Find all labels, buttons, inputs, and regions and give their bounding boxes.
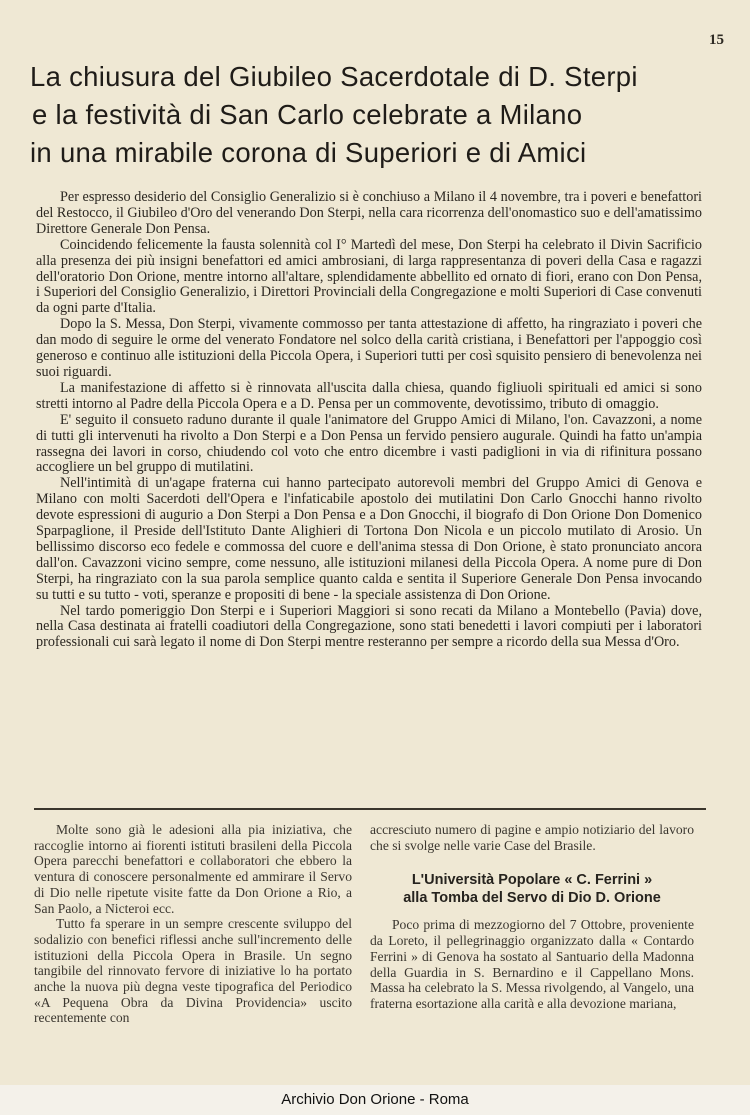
- article-body: [36, 190, 702, 651]
- column-paragraph: Molte sono già le adesioni alla pia iniziativa, che raccoglie intorno ai fiorenti istituti brasileni della Piccola Opera parecchi benefattori e collaboratori che ebbero la ventura di conoscere personalmente ed ammirare il Servo di Dio nelle ripetute visite fatte da Don Orione a Rio, a San Paolo, a Nicteroi ecc.: [34, 822, 352, 916]
- body-paragraph: Per espresso desiderio del Consiglio Generalizio si è conchiuso a Milano il 4 novembre, tra i poveri e benefattori del Restocco, il Giubileo d'Oro del venerando Don Sterpi, nella cara ricorrenza dell'onomastico suo e dell'amatissimo Direttore Generale Don Pensa.: [36, 189, 703, 237]
- article-title: [30, 58, 706, 172]
- title-line: e la festività di San Carlo celebrate a Milano: [32, 99, 583, 130]
- title-line: La chiusura del Giubileo Sacerdotale di D. Sterpi: [30, 61, 638, 92]
- page-number: 15: [709, 32, 724, 48]
- archive-footer: Archivio Don Orione - Roma: [0, 1085, 750, 1115]
- body-paragraph: Nell'intimità di un'agape fraterna cui hanno partecipato autorevoli membri del Gruppo Amici di Genova e Milano con molti Sacerdoti dell'Opera e l'infaticabile apostolo dei mutilatini Don Carlo Gnocchi hanno rivolto devote espressioni di augurio a Don Sterpi a Don Pensa e a Don Gnocchi, il biografo di Don Orione Don Domenico Sparpaglione, il Preside dell'Istituto Dante Alighieri di Tortona Don Nicola e un piccolo mutilato di Arosio. Un bellissimo discorso eco fedele e commossa del cuore e dell'anima stessa di Don Orione, è stato pronunciato ancora dall'on. Cavazzoni vicino sempre, come nessuno, alle istituzioni milanesi della Piccola Opera. A nome pure di Don Sterpi, ha ringraziato con la sua parola semplice quanto calda e sentita il Superiore Generale Don Pensa invocando su tutti e su tutto - voti, speranze e propositi di bene - la speciale assistenza di Don Orione.: [36, 475, 702, 603]
- body-paragraph: E' seguito il consueto raduno durante il quale l'animatore del Gruppo Amici di Milano, l'on. Cavazzoni, a nome di tutti gli intervenuti ha rivolto a Don Sterpi e a Don Pensa un fervido pensiero augurale. Quindi ha fatto un'ampia rassegna dei lavori in corso, chiudendo col voto che entro dicembre i vasti padiglioni in via di rifinitura possano accogliere un bel gruppo di mutilatini.: [36, 411, 702, 476]
- heading-line: alla Tomba del Servo di Dio D. Orione: [403, 890, 661, 907]
- section-heading: [370, 871, 694, 907]
- body-paragraph: Dopo la S. Messa, Don Sterpi, vivamente commosso per tanta attestazione di affetto, ha ringraziato i poveri che dan modo di seguire le orme del venerato Fondatore nel solco della carità cristiana, i Benefattori per l'appoggio così generoso e continuo alle istituzioni della Piccola Opera, i Superiori tutti per così squisito pensiero di benevolenza nei suoi riguardi.: [36, 316, 702, 380]
- right-column: [370, 822, 694, 1012]
- left-column: [34, 822, 352, 1026]
- section-divider: [34, 808, 706, 810]
- title-line: in una mirabile corona di Superiori e di Amici: [30, 137, 587, 168]
- body-paragraph: Coincidendo felicemente la fausta solennità col I° Martedì del mese, Don Sterpi ha celebrato il Divin Sacrificio alla presenza dei più insigni benefattori ed amici ambrosiani, di larga rappresentanza di poveri della Casa e ragazzi dell'oratorio Don Orione, mentre intorno all'altare, splendidamente abbellito ed ornato di fiori, erano con Don Pensa, i Superiori del Consiglio Generalizio, i Direttori Provinciali della Congregazione e molti Superiori di Case convenuti da ogni parte d'Italia.: [36, 236, 702, 317]
- body-paragraph: Nel tardo pomeriggio Don Sterpi e i Superiori Maggiori si sono recati da Milano a Montebello (Pavia) dove, nella Casa destinata ai fratelli coadiutori della Congregazione, sono stati benedetti i lavori compiuti per i laboratori professionali cui sarà legato il nome di Don Sterpi mentre resteranno per sempre a ricordo della sua Messa d'Oro.: [36, 602, 702, 651]
- column-paragraph: Tutto fa sperare in un sempre crescente sviluppo del sodalizio con benefici riflessi anche sull'incremento delle istituzioni della Piccola Opera in Brasile. Un segno tangibile del rinnovato fervore di iniziative lo ha portato anche la nuova più degna veste tipografica del Periodico «A Pequena Obra da Divina Providencia» uscito recentemente con: [34, 916, 352, 1026]
- heading-line: L'Università Popolare « C. Ferrini »: [411, 872, 653, 889]
- column-paragraph: Poco prima di mezzogiorno del 7 Ottobre, proveniente da Loreto, il pellegrinaggio organizzato dalla « Contardo Ferrini » di Genova ha sostato al Santuario della Madonna della Guardia in S. Bernardino e il Cappellano Mons. Massa ha celebrato la S. Messa rivolgendo, al Vangelo, una fraterna esortazione alla carità e alla devozione mariana,: [370, 917, 694, 1011]
- body-paragraph: La manifestazione di affetto si è rinnovata all'uscita dalla chiesa, quando figliuoli spirituali ed amici si sono stretti intorno al Padre della Piccola Opera e a D. Pensa per un commovente, devotissimo, tributo di omaggio.: [36, 379, 702, 412]
- column-paragraph: accresciuto numero di pagine e ampio notiziario del lavoro che si svolge nelle varie Case del Brasile.: [370, 822, 694, 853]
